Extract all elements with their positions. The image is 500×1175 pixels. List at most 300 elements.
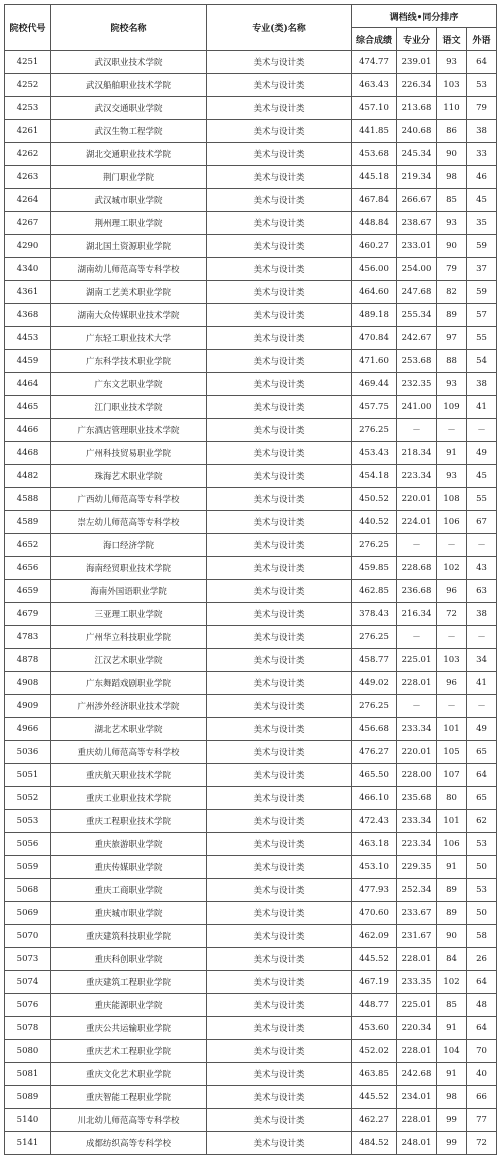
major-name-cell: 美术与设计类: [207, 856, 352, 879]
major-name-cell: 美术与设计类: [207, 350, 352, 373]
chinese-score-cell: 86: [437, 120, 467, 143]
major-name-cell: 美术与设计类: [207, 764, 352, 787]
foreign-score-cell: 48: [467, 994, 497, 1017]
major-name-cell: 美术与设计类: [207, 258, 352, 281]
school-name-cell: 广东科学技术职业学院: [51, 350, 207, 373]
table-row: [5, 74, 497, 97]
school-name-cell: 海南外国语职业学院: [51, 580, 207, 603]
table-row: [5, 97, 497, 120]
header-chinese: 语文: [437, 28, 467, 51]
major-name-cell: 美术与设计类: [207, 373, 352, 396]
major-score-cell: 228.01: [397, 1040, 437, 1063]
major-name-cell: 美术与设计类: [207, 833, 352, 856]
total-score-cell: 471.60: [352, 350, 397, 373]
foreign-score-cell: 26: [467, 948, 497, 971]
school-name-cell: 重庆城市职业学院: [51, 902, 207, 925]
school-code-cell: 4263: [5, 166, 51, 189]
foreign-score-cell: 79: [467, 97, 497, 120]
school-code-cell: 4340: [5, 258, 51, 281]
table-row: [5, 534, 497, 557]
school-name-cell: 重庆公共运输职业学院: [51, 1017, 207, 1040]
total-score-cell: 465.50: [352, 764, 397, 787]
major-score-cell: 232.35: [397, 373, 437, 396]
header-major-score: 专业分: [397, 28, 437, 51]
school-name-cell: 重庆传媒职业学院: [51, 856, 207, 879]
total-score-cell: 453.10: [352, 856, 397, 879]
table-row: [5, 741, 497, 764]
school-code-cell: 5081: [5, 1063, 51, 1086]
major-name-cell: 美术与设计类: [207, 1109, 352, 1132]
total-score-cell: 450.52: [352, 488, 397, 511]
table-row: [5, 603, 497, 626]
school-name-cell: 海南经贸职业技术学院: [51, 557, 207, 580]
major-score-cell: 240.68: [397, 120, 437, 143]
major-name-cell: 美术与设计类: [207, 603, 352, 626]
chinese-score-cell: 102: [437, 557, 467, 580]
table-row: [5, 120, 497, 143]
total-score-cell: 454.18: [352, 465, 397, 488]
table-row: [5, 419, 497, 442]
major-name-cell: 美术与设计类: [207, 971, 352, 994]
total-score-cell: 462.85: [352, 580, 397, 603]
table-row: [5, 649, 497, 672]
major-name-cell: 美术与设计类: [207, 994, 352, 1017]
school-code-cell: 4251: [5, 51, 51, 74]
chinese-score-cell: 82: [437, 281, 467, 304]
chinese-score-cell: 91: [437, 1017, 467, 1040]
major-name-cell: 美术与设计类: [207, 97, 352, 120]
total-score-cell: 467.19: [352, 971, 397, 994]
school-code-cell: 4482: [5, 465, 51, 488]
school-name-cell: 湖南工艺美术职业学院: [51, 281, 207, 304]
total-score-cell: 464.60: [352, 281, 397, 304]
school-name-cell: 武汉船舶职业技术学院: [51, 74, 207, 97]
table-row: [5, 764, 497, 787]
chinese-score-cell: 90: [437, 235, 467, 258]
foreign-score-cell: 77: [467, 1109, 497, 1132]
foreign-score-cell: 64: [467, 1017, 497, 1040]
chinese-score-cell: 101: [437, 718, 467, 741]
foreign-score-cell: －: [467, 419, 497, 442]
school-code-cell: 4453: [5, 327, 51, 350]
school-name-cell: 重庆航天职业技术学院: [51, 764, 207, 787]
school-code-cell: 4262: [5, 143, 51, 166]
foreign-score-cell: 34: [467, 649, 497, 672]
major-name-cell: 美术与设计类: [207, 1017, 352, 1040]
foreign-score-cell: 41: [467, 672, 497, 695]
table-row: [5, 465, 497, 488]
major-name-cell: 美术与设计类: [207, 649, 352, 672]
chinese-score-cell: 88: [437, 350, 467, 373]
school-code-cell: 4589: [5, 511, 51, 534]
table-row: [5, 166, 497, 189]
foreign-score-cell: 40: [467, 1063, 497, 1086]
table-row: [5, 442, 497, 465]
table-row: [5, 810, 497, 833]
table-row: [5, 1017, 497, 1040]
foreign-score-cell: 67: [467, 511, 497, 534]
total-score-cell: 457.75: [352, 396, 397, 419]
school-name-cell: 广西幼儿师范高等专科学校: [51, 488, 207, 511]
table-row: [5, 143, 497, 166]
major-score-cell: 238.67: [397, 212, 437, 235]
major-name-cell: 美术与设计类: [207, 281, 352, 304]
school-code-cell: 5069: [5, 902, 51, 925]
chinese-score-cell: －: [437, 626, 467, 649]
school-name-cell: 重庆艺术工程职业学院: [51, 1040, 207, 1063]
school-code-cell: 5059: [5, 856, 51, 879]
total-score-cell: 463.18: [352, 833, 397, 856]
major-name-cell: 美术与设计类: [207, 212, 352, 235]
foreign-score-cell: 53: [467, 833, 497, 856]
school-code-cell: 4253: [5, 97, 51, 120]
school-code-cell: 4252: [5, 74, 51, 97]
school-code-cell: 4588: [5, 488, 51, 511]
foreign-score-cell: 64: [467, 971, 497, 994]
total-score-cell: 470.84: [352, 327, 397, 350]
foreign-score-cell: 65: [467, 741, 497, 764]
major-score-cell: 218.34: [397, 442, 437, 465]
school-name-cell: 江汉艺术职业学院: [51, 649, 207, 672]
chinese-score-cell: 90: [437, 925, 467, 948]
major-name-cell: 美术与设计类: [207, 810, 352, 833]
table-row: [5, 902, 497, 925]
total-score-cell: 484.52: [352, 1132, 397, 1155]
major-score-cell: 234.01: [397, 1086, 437, 1109]
total-score-cell: 470.60: [352, 902, 397, 925]
total-score-cell: 462.27: [352, 1109, 397, 1132]
school-code-cell: 5073: [5, 948, 51, 971]
school-name-cell: 广州涉外经济职业技术学院: [51, 695, 207, 718]
total-score-cell: 460.27: [352, 235, 397, 258]
major-name-cell: 美术与设计类: [207, 327, 352, 350]
major-name-cell: 美术与设计类: [207, 143, 352, 166]
major-name-cell: 美术与设计类: [207, 534, 352, 557]
school-name-cell: 湖南幼儿师范高等专科学校: [51, 258, 207, 281]
chinese-score-cell: 105: [437, 741, 467, 764]
major-name-cell: 美术与设计类: [207, 419, 352, 442]
school-name-cell: 崇左幼儿师范高等专科学校: [51, 511, 207, 534]
table-row: [5, 580, 497, 603]
major-score-cell: 226.34: [397, 74, 437, 97]
total-score-cell: 453.68: [352, 143, 397, 166]
major-name-cell: 美术与设计类: [207, 1040, 352, 1063]
foreign-score-cell: 55: [467, 327, 497, 350]
major-score-cell: 245.34: [397, 143, 437, 166]
foreign-score-cell: 55: [467, 488, 497, 511]
school-name-cell: 广东文艺职业学院: [51, 373, 207, 396]
school-code-cell: 5052: [5, 787, 51, 810]
foreign-score-cell: 57: [467, 304, 497, 327]
school-code-cell: 5140: [5, 1109, 51, 1132]
school-name-cell: 重庆智能工程职业学院: [51, 1086, 207, 1109]
major-name-cell: 美术与设计类: [207, 557, 352, 580]
chinese-score-cell: 72: [437, 603, 467, 626]
major-score-cell: 233.34: [397, 810, 437, 833]
chinese-score-cell: 93: [437, 465, 467, 488]
table-row: [5, 51, 497, 74]
foreign-score-cell: 38: [467, 603, 497, 626]
foreign-score-cell: 59: [467, 281, 497, 304]
foreign-score-cell: 63: [467, 580, 497, 603]
total-score-cell: 474.77: [352, 51, 397, 74]
chinese-score-cell: 103: [437, 74, 467, 97]
table-row: [5, 557, 497, 580]
school-name-cell: 湖北国土资源职业学院: [51, 235, 207, 258]
foreign-score-cell: 70: [467, 1040, 497, 1063]
table-row: [5, 189, 497, 212]
school-code-cell: 5080: [5, 1040, 51, 1063]
total-score-cell: 456.00: [352, 258, 397, 281]
school-name-cell: 重庆工业职业技术学院: [51, 787, 207, 810]
foreign-score-cell: 58: [467, 925, 497, 948]
chinese-score-cell: 79: [437, 258, 467, 281]
total-score-cell: 449.02: [352, 672, 397, 695]
total-score-cell: 458.77: [352, 649, 397, 672]
header-school-code: 院校代号: [5, 5, 51, 51]
major-score-cell: 239.01: [397, 51, 437, 74]
school-code-cell: 5056: [5, 833, 51, 856]
chinese-score-cell: －: [437, 695, 467, 718]
table-row: [5, 672, 497, 695]
school-code-cell: 5074: [5, 971, 51, 994]
total-score-cell: 445.52: [352, 948, 397, 971]
foreign-score-cell: 53: [467, 74, 497, 97]
total-score-cell: 441.85: [352, 120, 397, 143]
chinese-score-cell: 93: [437, 51, 467, 74]
table-row: [5, 1086, 497, 1109]
major-score-cell: 223.34: [397, 465, 437, 488]
major-name-cell: 美术与设计类: [207, 626, 352, 649]
header-score-group: 调档线•同分排序: [352, 5, 497, 28]
chinese-score-cell: 97: [437, 327, 467, 350]
school-code-cell: 5078: [5, 1017, 51, 1040]
school-name-cell: 湖北交通职业技术学院: [51, 143, 207, 166]
chinese-score-cell: 98: [437, 1086, 467, 1109]
major-score-cell: 225.01: [397, 649, 437, 672]
foreign-score-cell: 66: [467, 1086, 497, 1109]
major-name-cell: 美术与设计类: [207, 1132, 352, 1155]
chinese-score-cell: 104: [437, 1040, 467, 1063]
major-score-cell: 213.68: [397, 97, 437, 120]
foreign-score-cell: 64: [467, 51, 497, 74]
total-score-cell: 463.85: [352, 1063, 397, 1086]
chinese-score-cell: 84: [437, 948, 467, 971]
major-name-cell: 美术与设计类: [207, 511, 352, 534]
chinese-score-cell: －: [437, 534, 467, 557]
foreign-score-cell: 49: [467, 442, 497, 465]
school-name-cell: 湖南大众传媒职业技术学院: [51, 304, 207, 327]
major-score-cell: －: [397, 626, 437, 649]
school-code-cell: 4466: [5, 419, 51, 442]
school-code-cell: 4261: [5, 120, 51, 143]
school-name-cell: 海口经济学院: [51, 534, 207, 557]
total-score-cell: 445.52: [352, 1086, 397, 1109]
total-score-cell: 453.60: [352, 1017, 397, 1040]
school-name-cell: 重庆建筑科技职业学院: [51, 925, 207, 948]
chinese-score-cell: 107: [437, 764, 467, 787]
foreign-score-cell: 50: [467, 902, 497, 925]
major-score-cell: 233.35: [397, 971, 437, 994]
school-code-cell: 4656: [5, 557, 51, 580]
table-row: [5, 695, 497, 718]
foreign-score-cell: 54: [467, 350, 497, 373]
school-code-cell: 4659: [5, 580, 51, 603]
major-name-cell: 美术与设计类: [207, 741, 352, 764]
major-score-cell: 216.34: [397, 603, 437, 626]
chinese-score-cell: 102: [437, 971, 467, 994]
chinese-score-cell: 93: [437, 373, 467, 396]
chinese-score-cell: 96: [437, 672, 467, 695]
major-score-cell: 220.34: [397, 1017, 437, 1040]
total-score-cell: 276.25: [352, 695, 397, 718]
total-score-cell: 448.84: [352, 212, 397, 235]
total-score-cell: 459.85: [352, 557, 397, 580]
chinese-score-cell: 89: [437, 879, 467, 902]
major-name-cell: 美术与设计类: [207, 396, 352, 419]
major-score-cell: 252.34: [397, 879, 437, 902]
major-name-cell: 美术与设计类: [207, 925, 352, 948]
total-score-cell: 466.10: [352, 787, 397, 810]
school-code-cell: 5036: [5, 741, 51, 764]
school-code-cell: 5051: [5, 764, 51, 787]
major-score-cell: 225.01: [397, 994, 437, 1017]
table-row: [5, 373, 497, 396]
major-score-cell: 242.67: [397, 327, 437, 350]
table-row: [5, 833, 497, 856]
school-code-cell: 4368: [5, 304, 51, 327]
school-code-cell: 4878: [5, 649, 51, 672]
school-code-cell: 5070: [5, 925, 51, 948]
total-score-cell: 469.44: [352, 373, 397, 396]
foreign-score-cell: 64: [467, 764, 497, 787]
school-name-cell: 重庆文化艺术职业学院: [51, 1063, 207, 1086]
foreign-score-cell: 65: [467, 787, 497, 810]
major-score-cell: －: [397, 419, 437, 442]
foreign-score-cell: 46: [467, 166, 497, 189]
table-row: [5, 212, 497, 235]
table-row: [5, 1132, 497, 1155]
chinese-score-cell: 89: [437, 902, 467, 925]
major-name-cell: 美术与设计类: [207, 488, 352, 511]
total-score-cell: 378.43: [352, 603, 397, 626]
table-row: [5, 235, 497, 258]
school-name-cell: 成都纺织高等专科学校: [51, 1132, 207, 1155]
chinese-score-cell: 99: [437, 1132, 467, 1155]
foreign-score-cell: 43: [467, 557, 497, 580]
school-name-cell: 荆州理工职业学院: [51, 212, 207, 235]
school-name-cell: 珠海艺术职业学院: [51, 465, 207, 488]
total-score-cell: 453.43: [352, 442, 397, 465]
school-name-cell: 重庆能源职业学院: [51, 994, 207, 1017]
major-score-cell: 241.00: [397, 396, 437, 419]
table-row: [5, 856, 497, 879]
total-score-cell: 448.77: [352, 994, 397, 1017]
major-name-cell: 美术与设计类: [207, 51, 352, 74]
major-name-cell: 美术与设计类: [207, 672, 352, 695]
school-code-cell: 4465: [5, 396, 51, 419]
major-name-cell: 美术与设计类: [207, 304, 352, 327]
table-row: [5, 994, 497, 1017]
table-row: [5, 879, 497, 902]
major-score-cell: 228.01: [397, 672, 437, 695]
school-code-cell: 4459: [5, 350, 51, 373]
school-name-cell: 重庆工商职业学院: [51, 879, 207, 902]
chinese-score-cell: 109: [437, 396, 467, 419]
table-row: [5, 787, 497, 810]
school-code-cell: 4468: [5, 442, 51, 465]
school-code-cell: 4361: [5, 281, 51, 304]
foreign-score-cell: 37: [467, 258, 497, 281]
major-name-cell: 美术与设计类: [207, 718, 352, 741]
total-score-cell: 463.43: [352, 74, 397, 97]
major-name-cell: 美术与设计类: [207, 442, 352, 465]
major-name-cell: 美术与设计类: [207, 1086, 352, 1109]
table-row: [5, 327, 497, 350]
major-score-cell: 253.68: [397, 350, 437, 373]
total-score-cell: 477.93: [352, 879, 397, 902]
major-score-cell: 235.68: [397, 787, 437, 810]
chinese-score-cell: 96: [437, 580, 467, 603]
total-score-cell: 276.25: [352, 626, 397, 649]
school-name-cell: 荆门职业学院: [51, 166, 207, 189]
foreign-score-cell: －: [467, 534, 497, 557]
school-name-cell: 重庆幼儿师范高等专科学校: [51, 741, 207, 764]
school-code-cell: 4783: [5, 626, 51, 649]
school-code-cell: 4652: [5, 534, 51, 557]
school-name-cell: 重庆旅游职业学院: [51, 833, 207, 856]
school-code-cell: 5076: [5, 994, 51, 1017]
school-code-cell: 4264: [5, 189, 51, 212]
school-code-cell: 4966: [5, 718, 51, 741]
foreign-score-cell: 49: [467, 718, 497, 741]
major-score-cell: 255.34: [397, 304, 437, 327]
school-name-cell: 广东轻工职业技术大学: [51, 327, 207, 350]
total-score-cell: 489.18: [352, 304, 397, 327]
chinese-score-cell: 90: [437, 143, 467, 166]
chinese-score-cell: 91: [437, 1063, 467, 1086]
major-score-cell: 220.01: [397, 488, 437, 511]
school-name-cell: 重庆工程职业技术学院: [51, 810, 207, 833]
major-score-cell: 231.67: [397, 925, 437, 948]
major-name-cell: 美术与设计类: [207, 465, 352, 488]
school-code-cell: 4908: [5, 672, 51, 695]
total-score-cell: 476.27: [352, 741, 397, 764]
major-score-cell: 247.68: [397, 281, 437, 304]
school-name-cell: 江门职业技术学院: [51, 396, 207, 419]
school-name-cell: 广州华立科技职业学院: [51, 626, 207, 649]
table-row: [5, 1109, 497, 1132]
major-score-cell: 229.35: [397, 856, 437, 879]
school-code-cell: 5053: [5, 810, 51, 833]
major-score-cell: 228.00: [397, 764, 437, 787]
major-score-cell: 248.01: [397, 1132, 437, 1155]
major-name-cell: 美术与设计类: [207, 580, 352, 603]
total-score-cell: 456.68: [352, 718, 397, 741]
major-name-cell: 美术与设计类: [207, 948, 352, 971]
header-major-name: 专业(类)名称: [207, 5, 352, 51]
major-name-cell: 美术与设计类: [207, 902, 352, 925]
school-name-cell: 三亚理工职业学院: [51, 603, 207, 626]
major-score-cell: 242.68: [397, 1063, 437, 1086]
foreign-score-cell: 35: [467, 212, 497, 235]
school-name-cell: 武汉职业技术学院: [51, 51, 207, 74]
major-name-cell: 美术与设计类: [207, 74, 352, 97]
school-code-cell: 4267: [5, 212, 51, 235]
major-name-cell: 美术与设计类: [207, 166, 352, 189]
foreign-score-cell: 45: [467, 189, 497, 212]
chinese-score-cell: 93: [437, 212, 467, 235]
